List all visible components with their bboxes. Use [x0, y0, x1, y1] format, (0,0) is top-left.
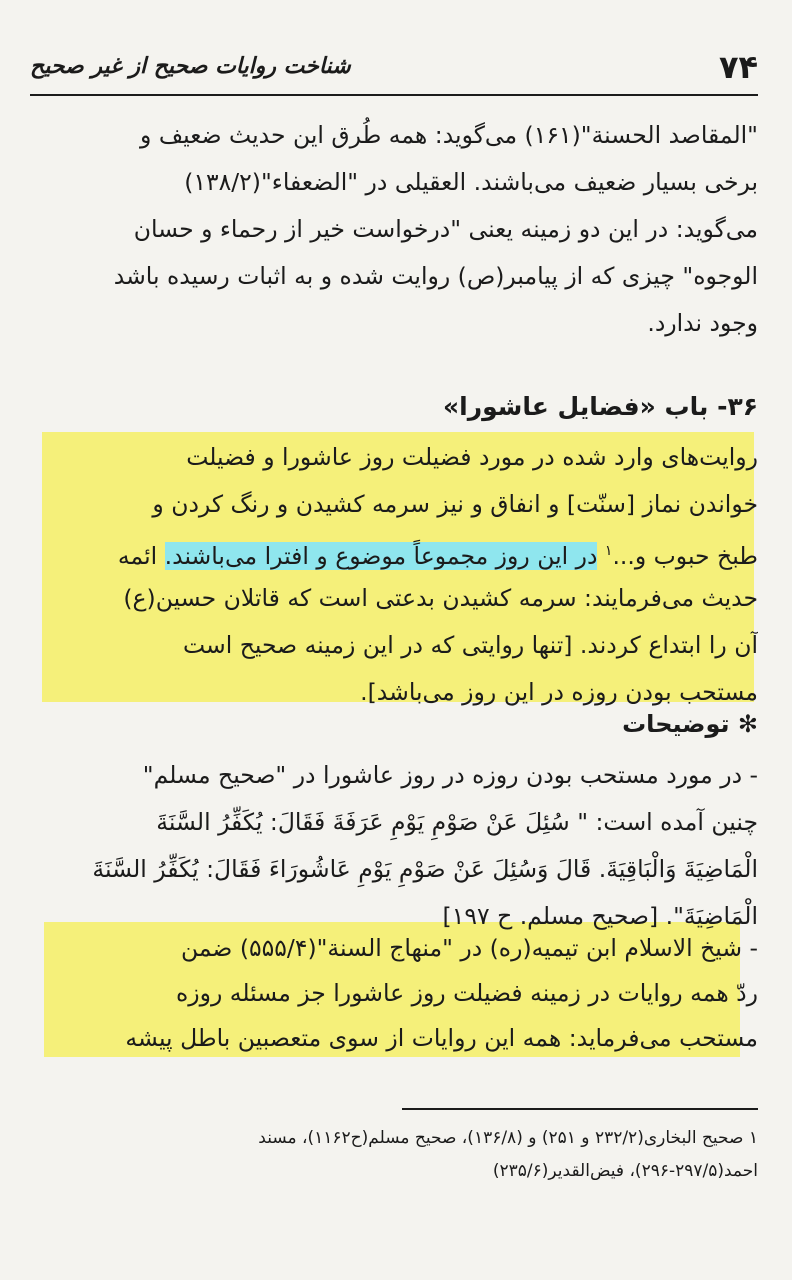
text-line-with-highlight [30, 528, 758, 575]
footnote-divider [402, 1108, 758, 1110]
text-line: آن را ابتداع کردند. [تنها روایتی که در این زمینه صحیح است [182, 631, 758, 659]
notes-paragraph [30, 752, 758, 940]
text-line: الْمَاضِیَةَ وَالْبَاقِیَةَ. قَالَ وَسُئِلَ عَنْ صَوْمِ یَوْمِ عَاشُورَاءَ فَقَالَ: یُكَفِّرُ السَّنَةَ [92, 855, 758, 883]
text-line: الوجوه" چیزی که از پیامبر(ص) روایت شده و به اثبات رسیده باشد [113, 262, 758, 290]
text-line: خواندن نماز [سنّت] و انفاق و نیز سرمه کشیدن و رنگ کردن و [152, 490, 758, 518]
text-line: برخی بسیار ضعیف می‌باشند. العقیلی در "الضعفاء"(۱۳۸/۲) [184, 168, 758, 196]
text-line: - شیخ الاسلام ابن تیمیه(ره) در "منهاج السنة"(۵۵۵/۴) ضمن [180, 934, 758, 962]
text-segment: ائمه [117, 541, 158, 570]
footnote-line: ۱ صحیح البخاری(۲۳۲/۲ و ۲۵۱) و (۱۳۶/۸)، صحیح مسلم(ح۱۱۶۲)، مسند [258, 1128, 758, 1148]
text-line: مستحب می‌فرماید: همه این روایات از سوی متعصبین باطل پیشه [125, 1024, 758, 1052]
text-line: وجود ندارد. [647, 309, 758, 337]
running-title: شناخت روایات صحیح از غیر صحیح [30, 54, 351, 79]
text-line: ردّ همه روایات در زمینه فضیلت روز عاشورا جز مسئله روزه [175, 979, 758, 1007]
notes-paragraph-2 [30, 926, 758, 1061]
text-line: حدیث می‌فرمایند: سرمه کشیدن بدعتی است که قاتلان حسین(ع) [123, 584, 758, 612]
section-heading: ۳۶- باب «فضایل عاشورا» [443, 392, 758, 421]
footnote-line: احمد(۲۹۷/۵-۲۹۶)، فیض‌القدیر(۲۳۵/۶) [492, 1161, 758, 1181]
text-line: می‌گوید: در این دو زمینه یعنی "درخواست خیر از رحماء و حسان [133, 215, 758, 243]
text-line: روایت‌های وارد شده در مورد فضیلت روز عاشورا و فضیلت [186, 443, 758, 471]
text-segment: طبخ حبوب و... [612, 541, 758, 570]
page-header [30, 44, 758, 96]
page-number: ۷۴ [718, 48, 758, 86]
intro-paragraph [30, 112, 758, 347]
notes-heading: ✻ توضیحات [622, 710, 758, 738]
section-paragraph [30, 434, 758, 716]
cyan-highlight-text: در این روز مجموعاً موضوع و افترا می‌باشند. [164, 541, 598, 570]
footnotes [30, 1122, 758, 1188]
footnote-marker[interactable]: ۱ [604, 543, 613, 559]
text-line: چنین آمده است: " سُئِلَ عَنْ صَوْمِ یَوْمِ عَرَفَةَ فَقَالَ: یُكَفِّرُ السَّنَةَ [156, 808, 758, 836]
text-line: "المقاصد الحسنة"(۱۶۱) می‌گوید: همه طُرق این حدیث ضعیف و [140, 121, 758, 149]
text-line: - در مورد مستحب بودن روزه در روز عاشورا در "صحیح مسلم" [142, 761, 758, 789]
text-line: مستحب بودن روزه در این روز می‌باشد]. [360, 678, 758, 706]
text-line: الْمَاضِیَةَ". [صحیح مسلم. ح ۱۹۷] [442, 902, 758, 930]
